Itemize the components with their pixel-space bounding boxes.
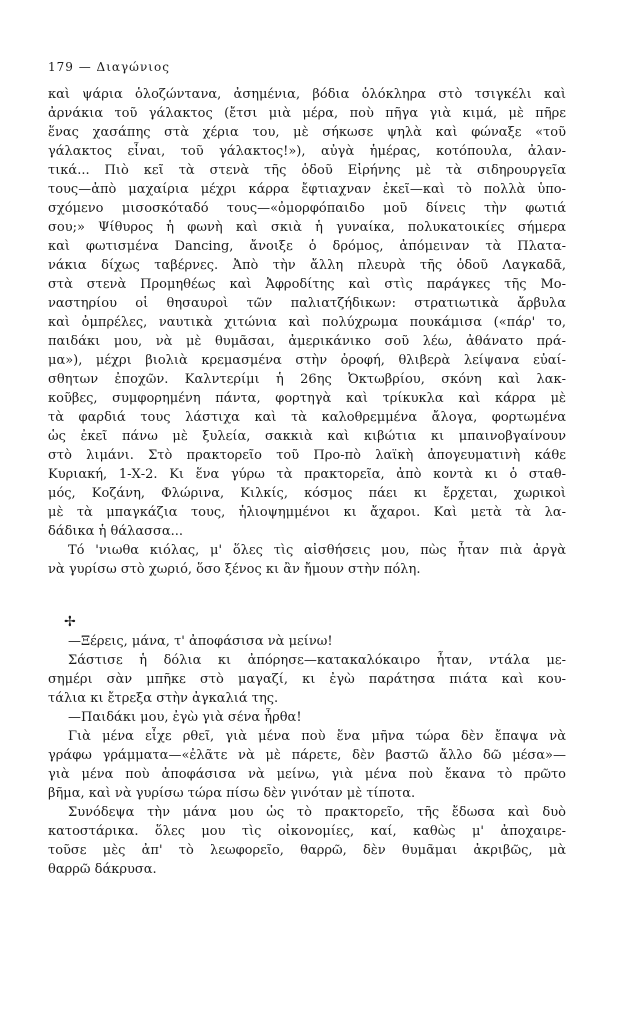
text-line: νὰ γυρίσω στὸ χωριό, ὅσο ξένος κι ἂν ἤμουν στὴν πόλη.: [48, 562, 421, 577]
text-line: ἀρνάκια τοῦ γάλακτος (ἔτσι μιὰ μέρα, ποὺ πῆγα γιὰ κιμά, μὲ πῆρε: [48, 106, 566, 121]
text-line: δάδικα ἡ θάλασσα...: [48, 524, 184, 539]
text-line: σχόμενο μισοσκόταδό τους—«ὀμορφόπαιδο μοῦ δίνεις τὴν φωτιά: [48, 201, 566, 216]
text-line: τικά... Πιὸ κεῖ τὰ στενὰ τῆς ὁδοῦ Εἰρήνης μὲ τὰ σιδηρουργεῖα: [48, 163, 566, 178]
paragraph: [48, 85, 566, 541]
text-line: γιὰ μένα ποὺ ἀποφάσισα νὰ μείνω, γιὰ μένα ποὺ ἔκανα τὸ πρῶτο: [48, 767, 566, 782]
text-line: τάλια κι ἔτρεξα στὴν ἀγκαλιά της.: [48, 691, 279, 706]
text-line: θαρρῶ δάκρυσα.: [48, 862, 157, 877]
text-line: Κυριακή, 1-Χ-2. Κι ἕνα γύρω τὰ πρακτορεῖα, ἀπὸ κοντὰ κι ὁ σταθ-: [48, 467, 566, 482]
paragraph: [48, 651, 566, 708]
text-line: τους—ἀπὸ μαχαίρια μέχρι κάρρα ἔφτιαχναν ἐκεῖ—καὶ τὸ πολλὰ ὑπο-: [48, 182, 566, 197]
text-line: σημέρι σὰν μπῆκε στὸ μαγαζί, κι ἐγὼ παράτησα πιάτα καὶ κου-: [48, 672, 566, 687]
paragraph: [48, 727, 566, 803]
text-line: νάκια δίχως ταβέρνες. Ἀπὸ τὴν ἄλλη πλευρὰ τῆς ὁδοῦ Λαγκαδᾶ,: [48, 258, 566, 273]
main-text-lower: [48, 632, 566, 879]
text-line: μός, Κοζάνη, Φλώρινα, Κιλκίς, κόσμος πάει κι ἔρχεται, χωρικοὶ: [48, 486, 566, 501]
text-line: καὶ ὀμπρέλες, ναυτικὰ χιτώνια καὶ πολύχρωμα πουκάμισα («πάρ' το,: [48, 315, 566, 330]
text-line: σθητων ἐποχῶν. Καλντερίμι ἡ 26ης Ὀκτωβρίου, σκόνη καὶ λακ-: [48, 372, 566, 387]
text-line: γάλακτος εἶναι, τοῦ γάλακτος!»), αὐγὰ ἡμέρας, κοτόπουλα, ἀλαν-: [48, 144, 566, 159]
text-line: μὲ τὰ μπαγκάζια τους, ἡλιοψημμένοι κι ἄχαροι. Καὶ μετὰ τὰ λα-: [48, 505, 566, 520]
text-line: Σάστισε ἡ δόλια κι ἀπόρησε—κατακαλόκαιρο ἦταν, ντάλα με-: [68, 653, 566, 668]
text-line: στὸ λιμάνι. Στὸ πρακτορεῖο τοῦ Προ-πὸ λαϊκὴ ἀπογευματινὴ κάθε: [48, 448, 566, 463]
running-head: 179 — Διαγώνιος: [48, 60, 170, 74]
text-line: βῆμα, καὶ νὰ γυρίσω τώρα πίσω δὲν γινόταν μὲ τίποτα.: [48, 786, 416, 801]
text-line: κατοστάρικα. ὅλες μου τὶς οἰκονομίες, καί, καθὼς μ' ἀποχαιρε-: [48, 824, 566, 839]
text-line: ἕνας χασάπης στὰ χέρια του, μὲ σήκωσε ψηλὰ καὶ φώναξε «τοῦ: [48, 125, 566, 140]
text-line: σου;» Ψίθυρος ἡ φωνὴ καὶ σκιὰ ἡ γυναίκα, πολυκατοικίες σήμερα: [48, 220, 566, 235]
text-line: καὶ ψάρια ὁλοζώντανα, ἀσημένια, βόδια ὁλόκληρα στὸ τσιγκέλι καὶ: [48, 87, 566, 102]
text-line: γράφω γράμματα—«ἐλᾶτε νὰ μὲ πάρετε, δὲν βαστῶ ἄλλο δῶ μέσα»—: [48, 748, 566, 763]
text-line: μα»), μέχρι βιολιὰ κρεμασμένα στὴν ὀροφή, θλιβερὰ λείψανα εὐαί-: [48, 353, 566, 368]
main-text-upper: [48, 85, 566, 579]
text-line: τὰ φαρδιά τους λάστιχα καὶ τὰ καλοθρεμμένα ἄλογα, φορτωμένα: [48, 410, 566, 425]
text-line: Συνόδεψα τὴν μάνα μου ὡς τὸ πρακτορεῖο, τῆς ἔδωσα καὶ δυὸ: [68, 805, 566, 820]
paragraph: [48, 541, 566, 579]
section-ornament: ✢: [64, 614, 76, 630]
text-line: παιδάκι μου, νὰ μὲ θυμᾶσαι, ἀμερικάνικο σοῦ λέω, ἀθάνατο πρά-: [48, 334, 566, 349]
text-line: Τό 'νιωθα κιόλας, μ' ὅλες τὶς αἰσθήσεις μου, πὼς ἦταν πιὰ ἀργὰ: [68, 543, 566, 558]
text-line: τοῦσε μὲς ἀπ' τὸ λεωφορεῖο, θαρρῶ, δὲν θυμᾶμαι ἀκριβῶς, μὰ: [48, 843, 566, 858]
paragraph: [48, 803, 566, 879]
text-line: καὶ φωτισμένα Dancing, ἄνοιξε ὁ δρόμος, ἀπόμειναν τὰ Πλατα-: [48, 239, 566, 254]
dialogue-line: —Ξέρεις, μάνα, τ' ἀποφάσισα νὰ μείνω!: [68, 634, 333, 649]
text-line: ναστηρίου οἱ θησαυροὶ τῶν παλιατζήδικων: στρατιωτικὰ ἄρβυλα: [48, 296, 566, 311]
text-line: στὰ στενὰ Προμηθέως καὶ Ἀφροδίτης καὶ στὶς παράγκες τῆς Μο-: [48, 277, 566, 292]
text-line: κοῦβες, συμφορημένη πάντα, φορτηγὰ καὶ τρίκυκλα καὶ κάρρα μὲ: [48, 391, 566, 406]
text-line: ὡς ἐκεῖ πάνω μὲ ξυλεία, σακκιὰ καὶ κιβώτια κι μπαινοβγαίνουν: [48, 429, 566, 444]
text-line: Γιὰ μένα εἶχε ρθεῖ, γιὰ μένα ποὺ ἕνα μῆνα τώρα δὲν ἔπαψα νὰ: [68, 729, 566, 744]
dialogue-line: —Παιδάκι μου, ἐγὼ γιὰ σένα ἦρθα!: [68, 710, 302, 725]
